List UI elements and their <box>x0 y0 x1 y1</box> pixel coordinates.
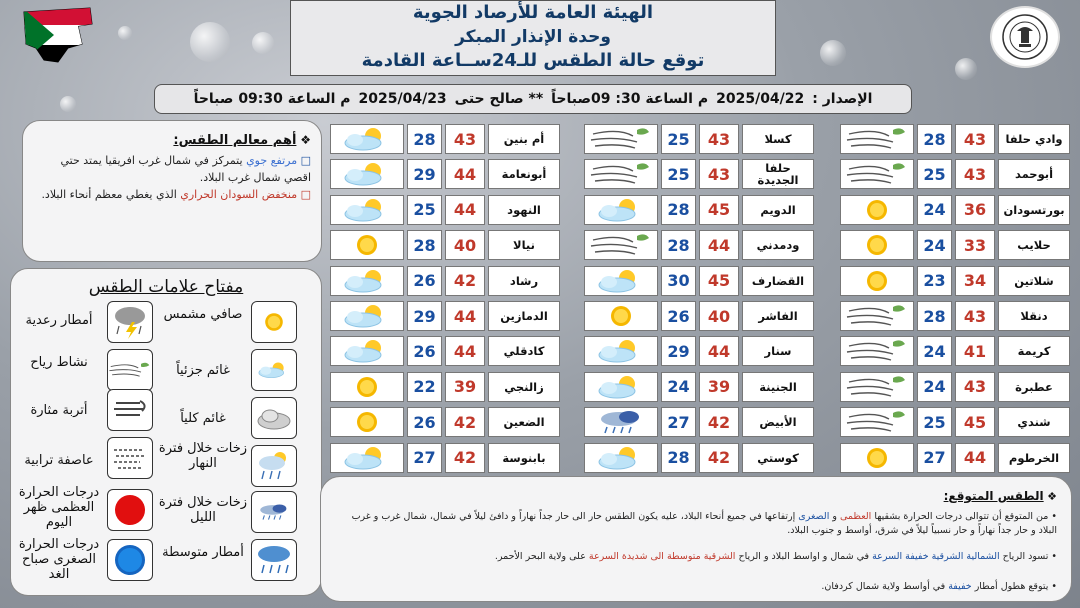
feature-text: الذي يغطي معظم أنحاء البلاد. <box>41 188 181 201</box>
city-name: أبونعامة <box>488 159 560 189</box>
wind-icon <box>107 349 153 391</box>
min-temp: 26 <box>661 301 696 331</box>
city-row <box>840 266 1070 298</box>
min-temp: 26 <box>407 407 442 437</box>
partly-cloudy-icon <box>330 266 404 296</box>
city-name: سنار <box>742 336 814 366</box>
city-row <box>330 407 560 439</box>
min-temp: 25 <box>661 124 696 154</box>
unit-title: وحدة الإنذار المبكر <box>455 27 611 47</box>
expected-weather-panel <box>320 476 1072 602</box>
city-name: ودمدني <box>742 230 814 260</box>
city-row <box>840 443 1070 475</box>
issue-validity-bar <box>154 84 912 114</box>
city-name: الدمازين <box>488 301 560 331</box>
min-temp: 27 <box>917 443 952 473</box>
key-label: درجات الحرارة الصغرى صباح الغد <box>18 537 100 582</box>
partly-cloudy-icon <box>330 195 404 225</box>
forecast-paragraph <box>335 550 1057 564</box>
forecast-highlight: خفيفة <box>948 581 972 592</box>
city-name: الدويم <box>742 195 814 225</box>
max-temp: 44 <box>445 159 485 189</box>
forecast-paragraph <box>335 510 1057 538</box>
city-name: كسلا <box>742 124 814 154</box>
bullet-icon: • <box>1048 511 1057 522</box>
rain-drop-decoration <box>60 96 76 112</box>
forecast-title: توقع حالة الطقس للـ24ســاعة القادمة <box>361 50 705 71</box>
city-name: شندي <box>998 407 1070 437</box>
max-temp: 44 <box>445 301 485 331</box>
rain-drop-decoration <box>118 26 132 40</box>
city-name: الضعين <box>488 407 560 437</box>
city-row <box>840 301 1070 333</box>
max-temp: 42 <box>699 407 739 437</box>
forecast-text: إرتفاعها في جميع أنحاء البلاد، عليه يكون الطقس حار الى حار جداً نهاراً و دافئ ليلاً في شمال، شمال غرب و غرب البلاد و حار جداً نهاراً و حار نسبياً ليلاً في شرق، أواسط و جنوب البلاد. <box>351 511 1057 536</box>
forecast-text: من المتوقع أن تتوالى درجات الحرارة بشقيها <box>871 511 1049 522</box>
sun-icon <box>840 230 914 260</box>
square-bullet-icon: □ <box>300 154 311 167</box>
sun-icon <box>840 266 914 296</box>
cloudy-icon <box>251 397 297 439</box>
wind-icon <box>584 230 658 260</box>
min-temp: 24 <box>917 336 952 366</box>
min-temp: 23 <box>917 266 952 296</box>
city-row <box>330 124 560 156</box>
city-row <box>840 124 1070 156</box>
key-label: درجات الحرارة العظمى ظهر اليوم <box>18 485 100 530</box>
diamond-bullet-icon: ❖ <box>1043 490 1057 503</box>
max-temp: 40 <box>699 301 739 331</box>
weather-key-panel <box>10 268 322 596</box>
min-temp: 28 <box>661 230 696 260</box>
forecast-text: يتوقع هطول أمطار <box>971 581 1049 592</box>
red-circle-icon <box>107 489 153 531</box>
max-temp: 43 <box>955 124 995 154</box>
city-name: أم بنين <box>488 124 560 154</box>
feature-text: يتمركز في شمال غرب افريقيا يمتد حتي اقصي شمال غرب البلاد. <box>60 154 311 184</box>
key-label: زخات خلال فترة الليل <box>158 495 248 525</box>
partly-cloudy-icon <box>330 159 404 189</box>
min-temp: 29 <box>407 301 442 331</box>
sma-logo <box>990 6 1060 68</box>
sun-icon <box>251 301 297 343</box>
min-temp: 26 <box>407 266 442 296</box>
wind-icon <box>840 124 914 154</box>
bullet-icon: • <box>1048 581 1057 592</box>
city-name: حلفا الجديدة <box>742 159 814 189</box>
org-title: الهيئة العامة للأرصاد الجوية <box>412 2 654 23</box>
wind-icon <box>840 336 914 366</box>
city-name: وادي حلفا <box>998 124 1070 154</box>
partly-cloudy-icon <box>584 372 658 402</box>
forecast-highlight: العظمى <box>839 511 872 522</box>
city-row <box>330 443 560 475</box>
day-showers-icon <box>251 445 297 487</box>
min-temp: 25 <box>917 407 952 437</box>
min-temp: 24 <box>917 372 952 402</box>
city-row <box>840 230 1070 262</box>
thunderstorm-icon <box>107 301 153 343</box>
rain-drop-decoration <box>252 32 274 54</box>
city-row <box>584 407 814 439</box>
max-temp: 42 <box>699 443 739 473</box>
wind-icon <box>840 372 914 402</box>
partly-cloudy-icon <box>330 443 404 473</box>
city-name: عطبرة <box>998 372 1070 402</box>
max-temp: 42 <box>445 443 485 473</box>
min-temp: 24 <box>661 372 696 402</box>
night-showers-icon <box>584 407 658 437</box>
header-title-box <box>290 0 776 76</box>
wind-icon <box>584 159 658 189</box>
forecast-paragraph <box>335 580 1057 594</box>
forecast-highlight: الشرقية متوسطة الى شديدة السرعة <box>588 551 736 562</box>
city-row <box>584 124 814 156</box>
features-title: أهم معالم الطقس: <box>173 133 297 148</box>
key-label: أمطار متوسطة <box>162 545 244 560</box>
min-temp: 30 <box>661 266 696 296</box>
sun-icon <box>330 230 404 260</box>
key-title: مفتاح علامات الطقس <box>88 277 244 297</box>
city-name: الخرطوم <box>998 443 1070 473</box>
valid-text: ** صالح حتى <box>454 91 544 107</box>
wind-icon <box>840 407 914 437</box>
min-temp: 28 <box>407 230 442 260</box>
max-temp: 42 <box>445 266 485 296</box>
sun-icon <box>840 195 914 225</box>
city-name: دنقلا <box>998 301 1070 331</box>
key-label: أمطار رعدية <box>25 313 93 328</box>
partly-cloudy-icon <box>330 124 404 154</box>
city-row <box>584 266 814 298</box>
city-name: كوستي <box>742 443 814 473</box>
partly-cloudy-icon <box>584 336 658 366</box>
city-name: كريمة <box>998 336 1070 366</box>
max-temp: 43 <box>445 124 485 154</box>
forecast-text: تسود الرياح <box>999 551 1049 562</box>
rain-drop-decoration <box>955 58 977 80</box>
city-name: بورتسودان <box>998 195 1070 225</box>
issue-date: 2025/04/22 <box>716 91 805 107</box>
bullet-icon: • <box>1048 551 1057 562</box>
forecast-heading-title: الطقس المتوقع: <box>943 489 1044 503</box>
sun-icon <box>330 372 404 402</box>
min-temp: 28 <box>407 124 442 154</box>
min-temp: 28 <box>917 301 952 331</box>
wind-icon <box>840 159 914 189</box>
key-label: نشاط رياح <box>30 355 88 370</box>
city-name: النهود <box>488 195 560 225</box>
feature-highlight: مرتفع جوي <box>246 154 298 167</box>
forecast-heading <box>335 485 1057 504</box>
weather-features-panel <box>22 120 322 262</box>
key-label: أتربة مثارة <box>30 403 88 418</box>
max-temp: 43 <box>699 124 739 154</box>
night-showers-icon <box>251 491 297 533</box>
min-temp: 22 <box>407 372 442 402</box>
sun-icon <box>584 301 658 331</box>
partly-cloudy-icon <box>584 266 658 296</box>
city-name: بابنوسة <box>488 443 560 473</box>
dust-storm-icon <box>107 437 153 479</box>
max-temp: 44 <box>445 336 485 366</box>
partly-cloudy-icon <box>584 195 658 225</box>
city-row <box>330 159 560 191</box>
max-temp: 39 <box>699 372 739 402</box>
min-temp: 25 <box>661 159 696 189</box>
feature-item <box>33 152 311 186</box>
city-name: الفاشر <box>742 301 814 331</box>
sun-icon <box>840 443 914 473</box>
max-temp: 45 <box>699 266 739 296</box>
max-temp: 45 <box>955 407 995 437</box>
city-row <box>840 195 1070 227</box>
diamond-bullet-icon: ❖ <box>296 133 311 147</box>
city-row <box>584 159 814 191</box>
city-name: حلايب <box>998 230 1070 260</box>
key-label: غائم جزئياً <box>176 363 230 378</box>
min-temp: 27 <box>661 407 696 437</box>
city-row <box>584 301 814 333</box>
max-temp: 43 <box>699 159 739 189</box>
min-temp: 24 <box>917 195 952 225</box>
max-temp: 44 <box>955 443 995 473</box>
sudan-flag-icon <box>18 4 98 66</box>
feature-item <box>33 186 311 203</box>
city-row <box>584 443 814 475</box>
city-row <box>840 336 1070 368</box>
max-temp: 36 <box>955 195 995 225</box>
forecast-text: على ولاية البحر الأحمر. <box>494 551 589 562</box>
forecast-text: في أواسط ولاية شمال كردفان. <box>821 581 949 592</box>
partly-cloudy-icon <box>330 301 404 331</box>
city-row <box>840 372 1070 404</box>
valid-time: م الساعة 09:30 صباحاً <box>193 91 351 107</box>
partly-cloudy-icon <box>251 349 297 391</box>
max-temp: 42 <box>445 407 485 437</box>
max-temp: 40 <box>445 230 485 260</box>
city-name: رشاد <box>488 266 560 296</box>
min-temp: 27 <box>407 443 442 473</box>
blue-circle-icon <box>107 539 153 581</box>
city-row <box>330 230 560 262</box>
dust-icon <box>107 389 153 431</box>
square-bullet-icon: □ <box>300 188 311 201</box>
max-temp: 45 <box>699 195 739 225</box>
features-heading <box>33 129 311 148</box>
forecast-text: في شمال و اواسط البلاد و الرياح <box>735 551 873 562</box>
city-name: أبوحمد <box>998 159 1070 189</box>
min-temp: 28 <box>661 443 696 473</box>
key-label: عاصفة ترابية <box>24 453 94 468</box>
forecast-text: و <box>829 511 840 522</box>
city-name: شلاتين <box>998 266 1070 296</box>
city-row <box>584 336 814 368</box>
city-row <box>330 372 560 404</box>
city-name: القضارف <box>742 266 814 296</box>
feature-highlight: منخفض السودان الحراري <box>180 188 298 201</box>
city-row <box>330 195 560 227</box>
city-name: كادقلي <box>488 336 560 366</box>
max-temp: 33 <box>955 230 995 260</box>
city-name: زالنجي <box>488 372 560 402</box>
rain-drop-decoration <box>190 22 230 62</box>
city-row <box>840 159 1070 191</box>
issue-label: الإصدار : <box>812 91 873 107</box>
city-row <box>330 336 560 368</box>
max-temp: 34 <box>955 266 995 296</box>
min-temp: 25 <box>407 195 442 225</box>
forecast-highlight: الشمالية الشرقية خفيفة السرعة <box>872 551 1000 562</box>
partly-cloudy-icon <box>330 336 404 366</box>
sun-icon <box>330 407 404 437</box>
max-temp: 43 <box>955 372 995 402</box>
city-row <box>584 230 814 262</box>
valid-date: 2025/04/23 <box>358 91 447 107</box>
city-row <box>330 301 560 333</box>
partly-cloudy-icon <box>584 443 658 473</box>
max-temp: 43 <box>955 301 995 331</box>
max-temp: 41 <box>955 336 995 366</box>
rain-drop-decoration <box>820 40 846 66</box>
max-temp: 39 <box>445 372 485 402</box>
min-temp: 29 <box>407 159 442 189</box>
wind-icon <box>840 301 914 331</box>
forecast-highlight: الصغرى <box>798 511 830 522</box>
city-row <box>840 407 1070 439</box>
meteorology-logo-icon <box>999 13 1051 61</box>
key-label: غائم كلياً <box>180 411 226 426</box>
city-row <box>584 195 814 227</box>
min-temp: 24 <box>917 230 952 260</box>
min-temp: 26 <box>407 336 442 366</box>
max-temp: 44 <box>699 336 739 366</box>
city-name: الجنينة <box>742 372 814 402</box>
max-temp: 43 <box>955 159 995 189</box>
min-temp: 28 <box>661 195 696 225</box>
max-temp: 44 <box>445 195 485 225</box>
key-label: زخات خلال فترة النهار <box>158 441 248 471</box>
key-label: صافي مشمس <box>163 307 243 322</box>
issue-time: م الساعة 30: 09صباحاً <box>551 91 709 107</box>
min-temp: 25 <box>917 159 952 189</box>
max-temp: 44 <box>699 230 739 260</box>
city-name: نيالا <box>488 230 560 260</box>
wind-icon <box>584 124 658 154</box>
moderate-rain-icon <box>251 539 297 581</box>
city-row <box>330 266 560 298</box>
city-row <box>584 372 814 404</box>
min-temp: 28 <box>917 124 952 154</box>
min-temp: 29 <box>661 336 696 366</box>
city-name: الأبيض <box>742 407 814 437</box>
